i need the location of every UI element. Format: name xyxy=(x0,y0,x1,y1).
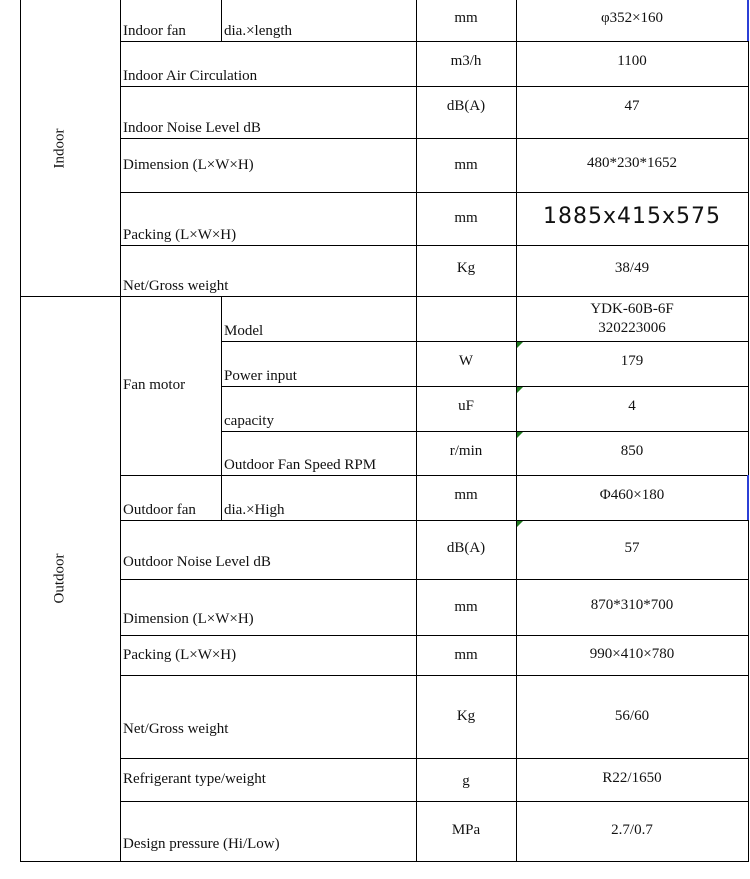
fan-motor-model-line2: 320223006 xyxy=(598,320,666,336)
outdoor-packing-value: 990×410×780 xyxy=(589,646,675,662)
outdoor-dimension-value: 870*310*700 xyxy=(590,597,674,613)
grid-line xyxy=(120,675,749,676)
edge-marker xyxy=(747,475,749,520)
fan-motor-power-value: 179 xyxy=(620,353,644,369)
fan-motor-model-unit xyxy=(416,296,516,341)
grid-line xyxy=(120,138,749,139)
grid-line xyxy=(120,245,749,246)
grid-line xyxy=(221,431,749,432)
fan-motor-capacity-label: capacity xyxy=(224,413,274,429)
indoor-fan-unit: mm xyxy=(454,10,478,26)
grid-line xyxy=(120,758,749,759)
indoor-air-value: 1100 xyxy=(617,53,647,69)
grid-line xyxy=(120,801,749,802)
indoor-weight-value: 38/49 xyxy=(614,260,650,276)
edge-marker xyxy=(747,0,749,41)
grid-line xyxy=(120,475,749,476)
fan-motor-rpm-value: 850 xyxy=(620,443,644,459)
indoor-noise-label: Indoor Noise Level dB xyxy=(123,120,261,136)
comment-indicator xyxy=(517,342,523,348)
fan-motor-capacity-value: 4 xyxy=(628,398,636,414)
outdoor-noise-label: Outdoor Noise Level dB xyxy=(123,554,271,570)
grid-line xyxy=(20,861,749,862)
grid-line xyxy=(120,86,749,87)
indoor-fan-label: Indoor fan xyxy=(123,23,186,39)
indoor-noise-value: 47 xyxy=(624,98,640,114)
grid-line xyxy=(120,579,749,580)
refrigerant-value: R22/1650 xyxy=(602,770,662,786)
grid-line xyxy=(120,192,749,193)
grid-line xyxy=(120,41,749,42)
fan-motor-model-label: Model xyxy=(224,323,264,339)
fan-motor-rpm-unit: r/min xyxy=(449,443,483,459)
outdoor-fan-value: Φ460×180 xyxy=(599,487,665,503)
indoor-packing-unit: mm xyxy=(454,210,478,226)
grid-line xyxy=(221,341,749,342)
section-outdoor: Outdoor xyxy=(51,553,68,604)
outdoor-packing-label: Packing (L×W×H) xyxy=(123,646,237,663)
grid-line xyxy=(120,520,749,521)
fan-motor-label: Fan motor xyxy=(123,377,186,393)
indoor-packing-value: 1885x415x575 xyxy=(542,204,721,229)
indoor-fan-sub: dia.×length xyxy=(224,23,293,39)
fan-motor-rpm-label: Outdoor Fan Speed RPM xyxy=(224,457,377,473)
comment-indicator xyxy=(517,432,523,438)
fan-motor-power-label: Power input xyxy=(224,368,297,384)
refrigerant-unit: g xyxy=(462,773,470,789)
indoor-weight-unit: Kg xyxy=(456,260,476,276)
indoor-air-label: Indoor Air Circulation xyxy=(123,68,258,84)
outdoor-noise-unit: dB(A) xyxy=(446,540,486,556)
outdoor-fan-unit: mm xyxy=(454,487,478,503)
grid-line xyxy=(120,635,749,636)
indoor-noise-unit: dB(A) xyxy=(446,98,486,114)
comment-indicator xyxy=(517,521,523,527)
design-pressure-label: Design pressure (Hi/Low) xyxy=(123,836,280,852)
outdoor-weight-value: 56/60 xyxy=(614,708,650,724)
indoor-dimension-label: Dimension (L×W×H) xyxy=(123,156,254,173)
outdoor-weight-label: Net/Gross weight xyxy=(123,721,229,737)
design-pressure-unit: MPa xyxy=(451,822,481,838)
outdoor-weight-unit: Kg xyxy=(456,708,476,724)
indoor-packing-label: Packing (L×W×H) xyxy=(123,227,237,243)
outdoor-noise-value: 57 xyxy=(624,540,640,556)
refrigerant-label: Refrigerant type/weight xyxy=(123,771,266,787)
outdoor-packing-unit: mm xyxy=(454,647,478,663)
grid-line xyxy=(221,386,749,387)
fan-motor-capacity-unit: uF xyxy=(458,398,474,414)
section-indoor: Indoor xyxy=(51,128,68,168)
fan-motor-model-line1: YDK-60B-6F xyxy=(590,301,674,317)
fan-motor-model-value xyxy=(516,296,748,341)
comment-indicator xyxy=(517,387,523,393)
indoor-air-unit: m3/h xyxy=(450,53,482,69)
outdoor-fan-label: Outdoor fan xyxy=(123,502,196,518)
grid-line xyxy=(221,296,222,520)
outdoor-dimension-unit: mm xyxy=(454,599,478,615)
grid-line xyxy=(20,296,749,297)
indoor-fan-value: φ352×160 xyxy=(600,10,664,26)
indoor-dimension-value: 480*230*1652 xyxy=(587,155,677,171)
fan-motor-power-unit: W xyxy=(458,353,474,369)
grid-line xyxy=(120,0,121,862)
indoor-dimension-unit: mm xyxy=(454,157,478,173)
grid-line xyxy=(20,0,21,862)
outdoor-fan-sub: dia.×High xyxy=(224,502,285,518)
outdoor-dimension-label: Dimension (L×W×H) xyxy=(123,611,254,627)
indoor-weight-label: Net/Gross weight xyxy=(123,278,229,294)
grid-line xyxy=(221,0,222,41)
design-pressure-value: 2.7/0.7 xyxy=(611,822,653,838)
